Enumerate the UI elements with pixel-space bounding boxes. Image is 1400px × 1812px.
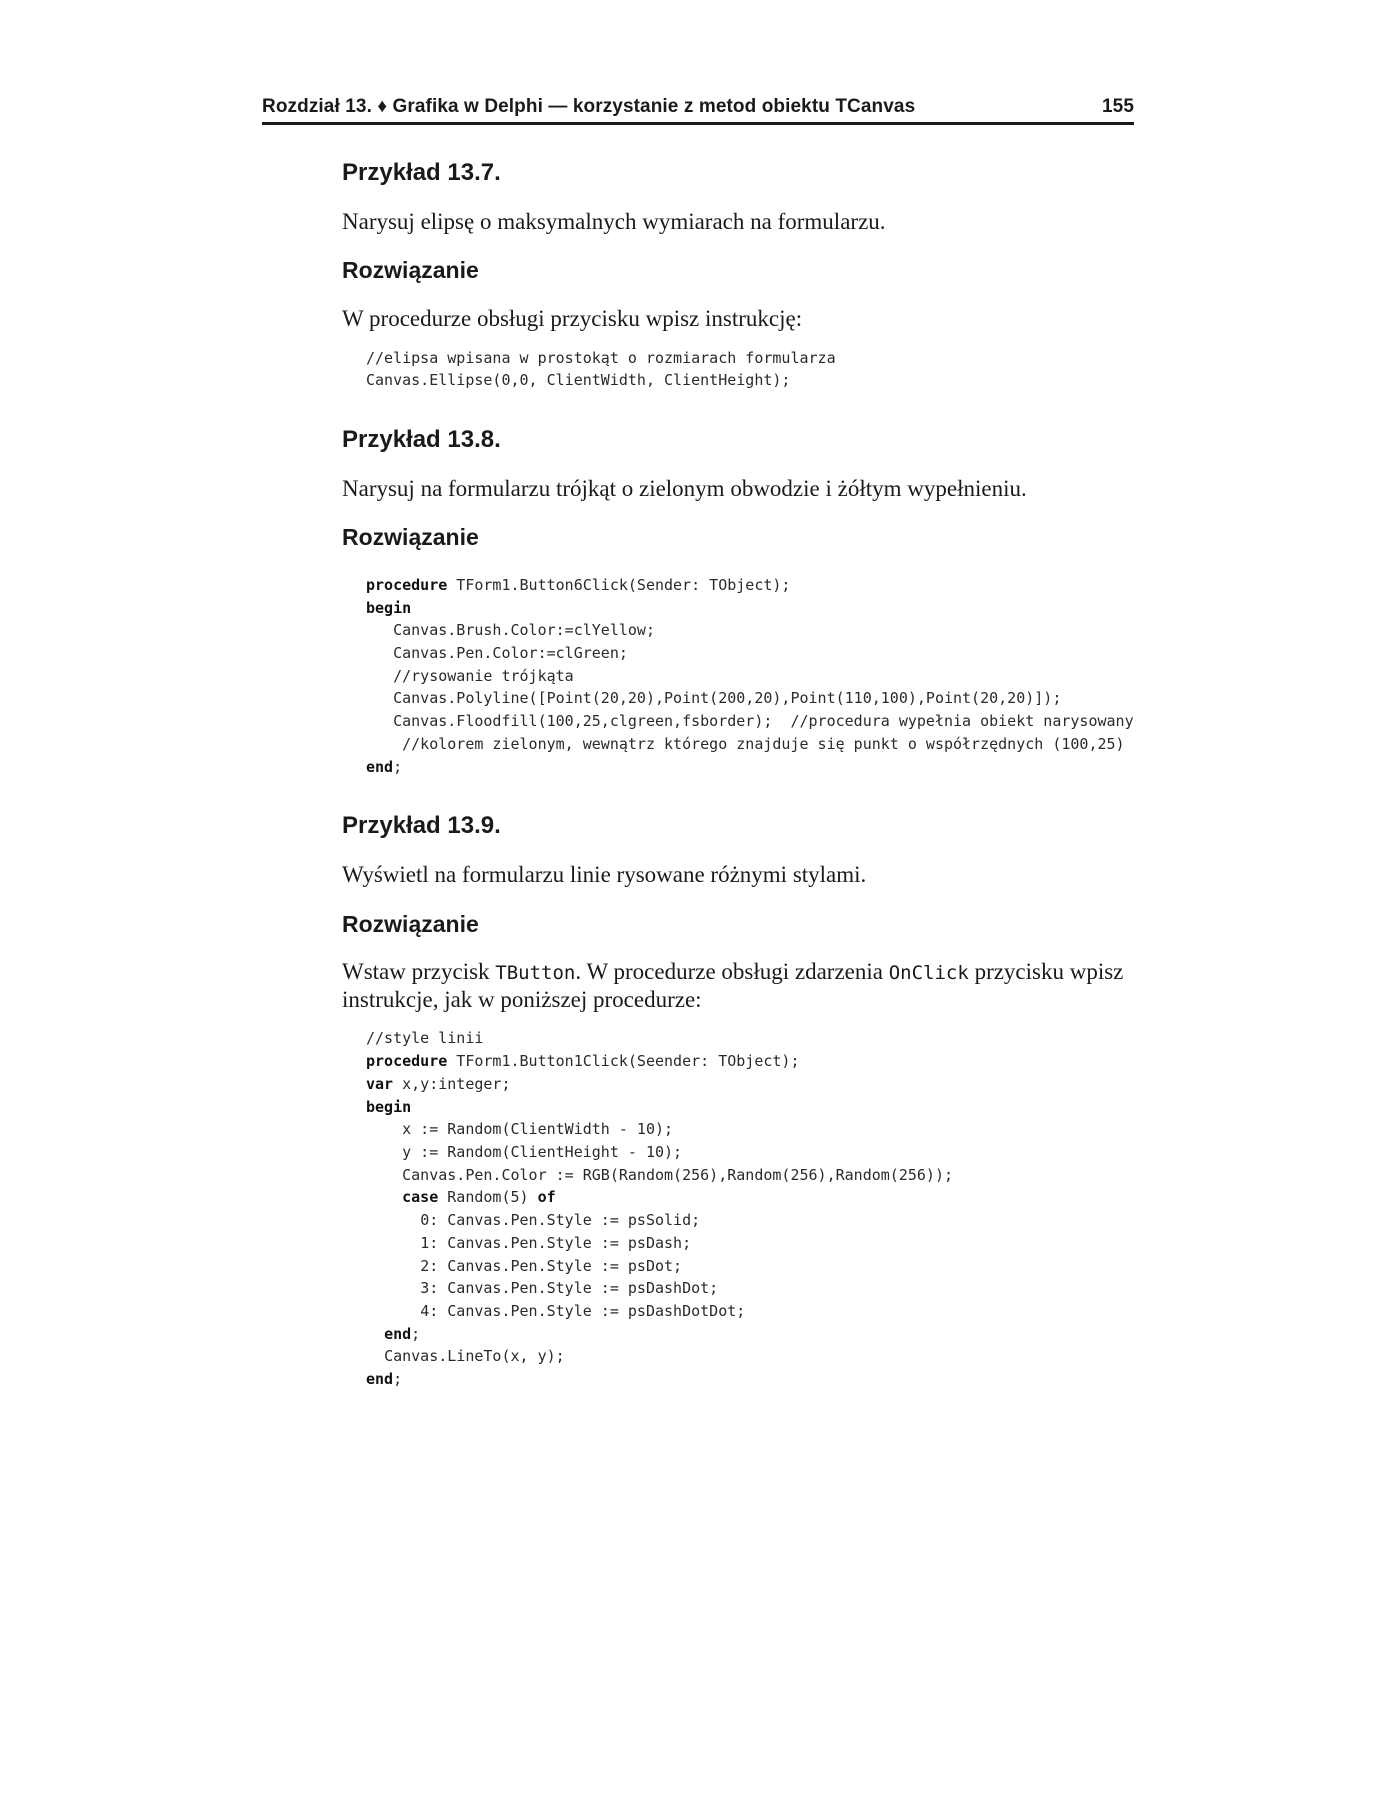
code-keyword: begin — [366, 598, 412, 617]
code-line — [366, 1118, 1134, 1141]
code-line: Canvas.Ellipse(0,0, ClientWidth, ClientHeight); — [366, 371, 791, 390]
solution-instruction — [342, 958, 1134, 1013]
code-line — [366, 756, 1134, 779]
example-13-9 — [342, 812, 1134, 1390]
code-line — [366, 619, 1134, 642]
code-text: Canvas.Brush.Color:=clYellow; — [366, 621, 655, 640]
instruction-text: . W procedurze obsługi zdarzenia — [575, 959, 889, 985]
code-line — [366, 1186, 1134, 1209]
code-line — [366, 574, 1134, 597]
code-line: //elipsa wpisana w prostokąt o rozmiarach formularza — [366, 348, 836, 367]
code-line — [366, 1345, 1134, 1368]
example-task: Narysuj elipsę o maksymalnych wymiarach na formularzu. — [342, 208, 886, 234]
instruction-text: Wstaw przycisk — [342, 959, 496, 985]
code-text: Canvas.Pen.Color := RGB(Random(256),Random(256),Random(256)); — [402, 1165, 954, 1184]
code-text: 1: Canvas.Pen.Style := psDash; — [420, 1233, 692, 1252]
code-text: TForm1.Button6Click(Sender: TObject); — [447, 575, 791, 594]
running-header — [262, 96, 1134, 125]
code-text: TForm1.Button1Click(Seender: TObject); — [447, 1052, 800, 1071]
code-line — [366, 1073, 1134, 1096]
code-keyword: procedure — [366, 575, 448, 594]
code-text: ; — [393, 1370, 403, 1389]
code-text: x := Random(ClientWidth - 10); — [402, 1120, 674, 1139]
code-keyword: begin — [366, 1097, 412, 1116]
solution-heading: Rozwiązanie — [342, 524, 479, 551]
code-text: 2: Canvas.Pen.Style := psDot; — [420, 1256, 683, 1275]
code-keyword: end — [384, 1324, 412, 1343]
code-line — [366, 1368, 1134, 1391]
code-line — [366, 1141, 1134, 1164]
code-listing — [366, 574, 1134, 778]
code-text: 3: Canvas.Pen.Style := psDashDot; — [420, 1279, 719, 1298]
code-keyword: end — [366, 1370, 394, 1389]
code-line — [366, 1096, 1134, 1119]
code-text: //rysowanie trójkąta — [366, 666, 574, 685]
code-keyword: var — [366, 1074, 394, 1093]
code-line — [366, 1209, 1134, 1232]
code-indent — [366, 1166, 402, 1184]
code-line — [366, 1277, 1134, 1300]
code-line — [366, 597, 1134, 620]
example-task: Wyświetl na formularzu linie rysowane różnymi stylami. — [342, 862, 867, 888]
code-text: Canvas.Pen.Color:=clGreen; — [366, 644, 628, 663]
code-line — [366, 710, 1134, 733]
code-line — [366, 1164, 1134, 1187]
code-line — [366, 687, 1134, 710]
code-text: Canvas.Floodfill(100,25,clgreen,fsborder); //procedura wypełnia obiekt narysowany — [366, 712, 1134, 731]
code-indent — [366, 1120, 402, 1138]
chapter-title: Rozdział 13. ♦ Grafika w Delphi — korzystanie z metod obiektu TCanvas — [262, 96, 916, 117]
code-keyword: of — [537, 1188, 556, 1207]
example-title: Przykład 13.8. — [342, 425, 501, 453]
code-text: 4: Canvas.Pen.Style := psDashDotDot; — [420, 1301, 746, 1320]
instruction-text: przycisku wpisz instrukcje, jak w poniższej procedurze: — [342, 959, 1124, 1012]
code-line — [366, 642, 1134, 665]
code-text: ; — [393, 757, 403, 776]
code-line — [366, 1027, 1134, 1050]
code-text: ; — [411, 1324, 421, 1343]
code-text: //style linii — [366, 1029, 484, 1048]
code-text: Canvas.Polyline([Point(20,20),Point(200,20),Point(110,100),Point(20,20)]); — [366, 689, 1062, 708]
code-indent — [366, 1143, 402, 1161]
example-title: Przykład 13.9. — [342, 812, 501, 840]
code-indent — [366, 1234, 420, 1252]
code-line — [366, 1050, 1134, 1073]
code-indent — [366, 1325, 384, 1343]
code-text: y := Random(ClientHeight - 10); — [402, 1142, 683, 1161]
code-line — [366, 733, 1134, 756]
code-indent — [366, 1279, 420, 1297]
code-keyword: procedure — [366, 1052, 448, 1071]
code-listing — [366, 347, 1134, 392]
code-keyword: end — [366, 757, 394, 776]
code-indent — [366, 1211, 420, 1229]
code-indent — [366, 1302, 420, 1320]
solution-instruction: W procedurze obsługi przycisku wpisz instrukcję: — [342, 305, 803, 331]
inline-code: TButton — [495, 962, 576, 985]
code-text: Random(5) — [438, 1188, 538, 1207]
example-task: Narysuj na formularzu trójkąt o zielonym obwodzie i żółtym wypełnieniu. — [342, 475, 1027, 501]
solution-heading: Rozwiązanie — [342, 257, 479, 284]
example-title: Przykład 13.7. — [342, 159, 501, 186]
code-line — [366, 1300, 1134, 1323]
code-line — [366, 1232, 1134, 1255]
page-number: 155 — [1101, 96, 1134, 117]
code-indent — [366, 1347, 384, 1365]
page-content — [262, 159, 1134, 1391]
book-page — [262, 96, 1134, 1391]
code-text: Canvas.LineTo(x, y); — [384, 1347, 565, 1366]
code-text: x,y:integer; — [393, 1074, 511, 1093]
example-13-7 — [342, 159, 1134, 392]
code-indent — [366, 1257, 420, 1275]
code-keyword: case — [402, 1188, 439, 1207]
code-line — [366, 1255, 1134, 1278]
code-line — [366, 1323, 1134, 1346]
example-13-8 — [342, 426, 1134, 778]
inline-code: OnClick — [888, 962, 969, 985]
code-text: //kolorem zielonym, wewnątrz którego znajduje się punkt o współrzędnych (100,25) — [366, 734, 1125, 753]
code-text: 0: Canvas.Pen.Style := psSolid; — [420, 1211, 701, 1230]
solution-heading: Rozwiązanie — [342, 910, 479, 937]
code-listing — [366, 1027, 1134, 1390]
code-indent — [366, 1188, 402, 1206]
code-line — [366, 665, 1134, 688]
